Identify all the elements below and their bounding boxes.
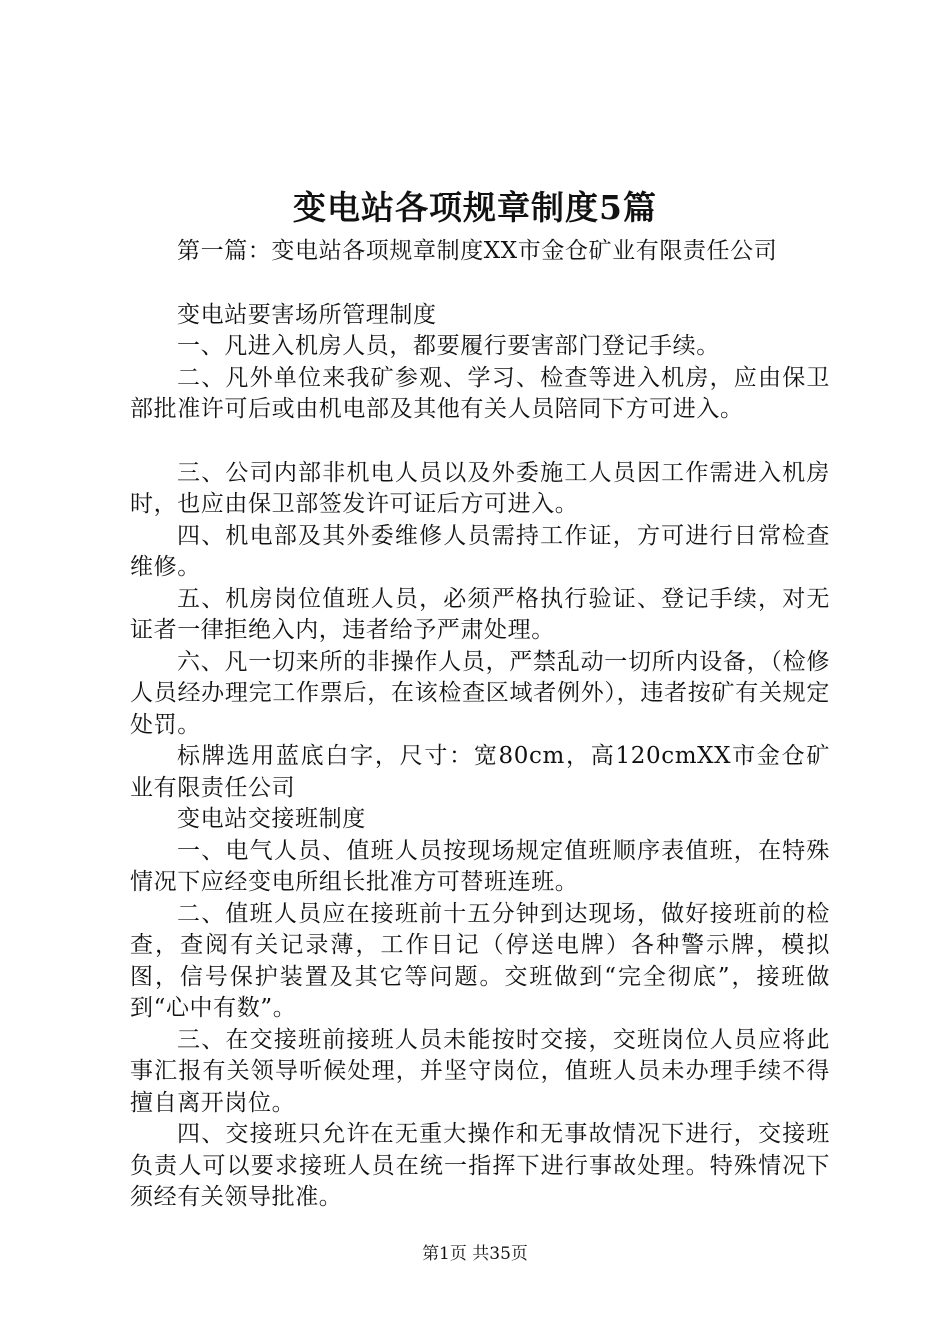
rule-paragraph: 一、凡进入机房人员，都要履行要害部门登记手续。 xyxy=(177,333,720,359)
paragraph-gap xyxy=(130,426,830,458)
section-heading: 变电站交接班制度 xyxy=(177,806,366,832)
document-title: 变电站各项规章制度5篇 xyxy=(293,188,657,227)
page-number-footer: 第1页 共35页 xyxy=(422,1244,528,1264)
rule-paragraph: 六、凡一切来所的非操作人员，严禁乱动一切所内设备，（检修人员经办理完工作票后，在该检查区域者例外），违者按矿有关规定处罚。 xyxy=(130,648,830,738)
rule-paragraph: 五、机房岗位值班人员，必须严格执行验证、登记手续，对无证者一律拒绝入内，违者给予严肃处理。 xyxy=(130,585,830,643)
paragraph-gap xyxy=(130,268,830,300)
rule-paragraph: 一、电气人员、值班人员按现场规定值班顺序表值班，在特殊情况下应经变电所组长批准方可替班连班。 xyxy=(130,837,830,895)
rule-paragraph: 二、凡外单位来我矿参观、学习、检查等进入机房，应由保卫部批准许可后或由机电部及其他有关人员陪同下方可进入。 xyxy=(130,364,830,422)
rule-paragraph: 三、公司内部非机电人员以及外委施工人员因工作需进入机房时，也应由保卫部签发许可证后方可进入。 xyxy=(130,459,830,517)
sign-note-paragraph: 标牌选用蓝底白字，尺寸：宽80cm，高120cmXX市金仓矿业有限责任公司 xyxy=(130,743,830,801)
rule-paragraph: 二、值班人员应在接班前十五分钟到达现场，做好接班前的检查，查阅有关记录薄，工作日记（停送电牌）各种警示牌，模拟图，信号保护装置及其它等问题。交班做到“完全彻底”，接班做到“心中有数”。 xyxy=(130,900,830,1021)
rule-paragraph: 四、机电部及其外委维修人员需持工作证，方可进行日常检查维修。 xyxy=(130,522,830,580)
rule-paragraph: 三、在交接班前接班人员未能按时交接，交班岗位人员应将此事汇报有关领导听候处理，并坚守岗位，值班人员未办理手续不得擅自离开岗位。 xyxy=(130,1026,830,1116)
rule-paragraph: 四、交接班只允许在无重大操作和无事故情况下进行，交接班负责人可以要求接班人员在统一指挥下进行事故处理。特殊情况下须经有关领导批准。 xyxy=(130,1121,830,1210)
chapter-heading: 第一篇：变电站各项规章制度XX市金仓矿业有限责任公司 xyxy=(177,238,778,264)
section-heading: 变电站要害场所管理制度 xyxy=(177,301,437,328)
document-body xyxy=(130,236,830,1214)
